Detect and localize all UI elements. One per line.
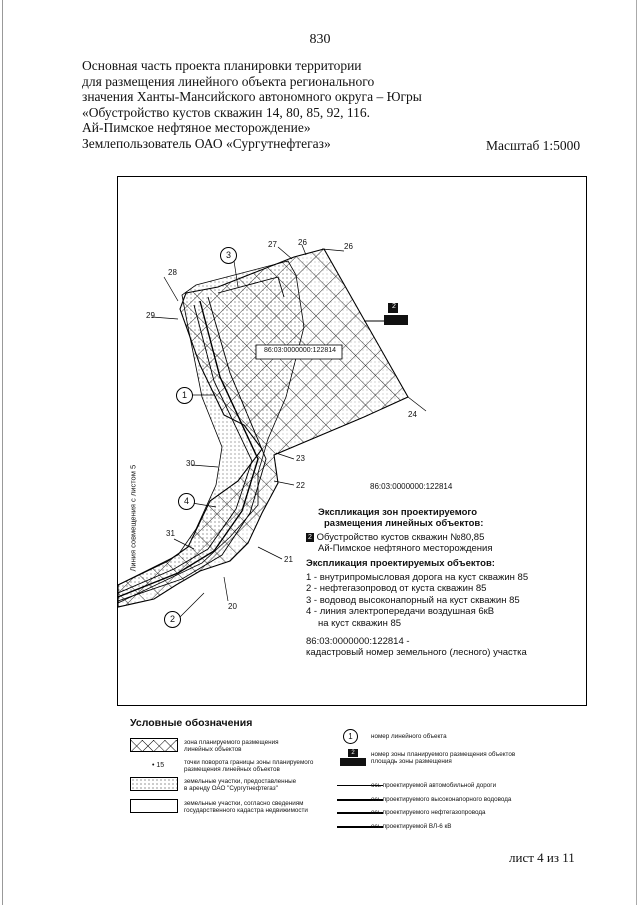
zone-marker: 2 [306,533,314,542]
point-label: 31 [166,529,175,538]
legend-object-number-circle [343,729,358,744]
map-side-label: Линия совмещения с листом 5 [128,464,138,572]
legend-zone-text-1: зона планируемого размещения [184,739,279,746]
map-frame [117,176,587,706]
object-item: 2 - нефтегазопровод от куста скважин 85 [306,583,487,595]
legend-oil-text: ось проектируемого нефтегазопровода [371,809,486,816]
header-line: для размещения линейного объекта регионального [82,73,375,89]
header-line: Основная часть проекта планировки территории [82,58,362,73]
legend-water-text: ось проектируемого высоконапорного водовода [371,796,512,803]
legend-road-text: ось проектируемой автомобильной дороги [371,782,497,789]
object-item: 4 - линия электропередачи воздушная 6кВ [306,606,495,618]
point-label: 24 [408,410,417,419]
zone-number-label: 2 [392,303,396,310]
legend-zone-text-2: линейных объектов [184,746,242,754]
object-item: 3 - водовод высоконапорный на куст скважин 85 [306,594,520,606]
object-number-circle [220,247,237,264]
legend-zone-number-mark [340,749,366,767]
legend-point-text [184,759,313,773]
object-number: 1 [181,390,187,400]
cadastral-number-label: 86:03:0000000:122814 [370,482,453,491]
cadastral-desc: кадастровый номер земельного (лесного) участка [306,647,527,659]
object-number-circle [176,387,193,404]
page-number: 830 [309,32,331,47]
object-item: на куст скважин 85 [318,617,402,629]
explication-objects-title: Экспликация проектируемых объектов: [306,557,495,569]
object-number: 3 [225,250,231,260]
legend-cadastre-text [184,800,308,814]
object-number: 2 [169,614,175,624]
point-label: 29 [146,311,155,320]
point-label: 27 [268,240,277,249]
legend-zone-number: 2 [351,750,355,756]
legend-lease-text-2: в аренду ОАО "Сургутнефтегаз" [184,785,278,793]
legend-point-text-1: точки поворота границы зоны планируемого [184,759,314,766]
legend-cadastre-text-1: земельные участки, согласно сведениям [184,800,304,807]
map-scale: Масштаб 1:5000 [486,138,581,153]
zone-desc: Ай-Пимское нефтяного месторождения [318,543,493,555]
object-number: 4 [183,496,189,506]
explication-zone-row [306,532,576,543]
legend-lease-text [184,778,296,792]
legend-zone-number-top [348,749,358,757]
header-line: Ай-Пимское нефтяное месторождение» [82,120,311,136]
legend-zone-number-text-2: площадь зоны размещения [371,758,452,766]
legend-cadastre-text-2: государственного кадастра недвижимости [184,807,308,815]
legend-power-text: ось проектируемой ВЛ-6 кВ [371,823,452,830]
legend-zone-number-text [371,751,515,765]
header-line: Землепользователь ОАО «Сургутнефтегаз» [82,135,331,151]
point-label: 26 [344,242,353,251]
object-number-circle [164,611,181,628]
legend-point-mark: • 15 [152,762,165,769]
legend-lease-swatch [130,777,178,791]
legend-cadastre-swatch [130,799,178,813]
scan-edge-left [2,0,3,905]
legend-lease-text-1: земельные участки, предоставленные [184,778,297,785]
zone-number-mark [364,303,408,325]
legend-object-number: 1 [348,732,353,741]
point-label: 20 [228,602,237,611]
legend-zone-number-bottom [340,758,366,766]
legend-zone-swatch [130,738,178,752]
legend-hatch [131,740,177,752]
object-number-circle [178,493,195,510]
cadastral-code: 86:03:0000000:122814 - [306,636,410,648]
point-label: 30 [186,459,195,468]
header-line: значения Ханты-Мансийского автономного округа – Югры [82,89,422,105]
object-item: 1 - внутрипромысловая дорога на куст скважин 85 [306,572,529,584]
header-line: «Обустройство кустов скважин 14, 80, 85, 92, 116. [82,104,371,120]
cadastral-box-label: 86:03:0000000:122814 [263,347,337,354]
legend-object-number-text: номер линейного объекта [371,733,447,740]
legend-zone-number-text-1: номер зоны планируемого размещения объектов [371,751,516,758]
document-header [82,58,462,152]
legend-point-text-2: размещения линейных объектов [184,766,280,774]
legend-zone-text [184,739,279,753]
point-label: 22 [296,481,305,490]
explication-zones-title: размещения линейных объектов: [324,518,484,530]
scan-edge-right [636,0,637,905]
explication [306,507,576,659]
zone-desc: Обустройство кустов скважин №80,85 [316,531,485,543]
point-label: 21 [284,555,293,564]
point-label: 28 [168,268,177,277]
legend-title: Условные обозначения [130,717,253,729]
sheet-number: лист 4 из 11 [509,850,575,865]
explication-zones-title: Экспликация зон проектируемого [318,507,478,518]
point-label: 26 [298,238,307,247]
point-label: 23 [296,454,305,463]
